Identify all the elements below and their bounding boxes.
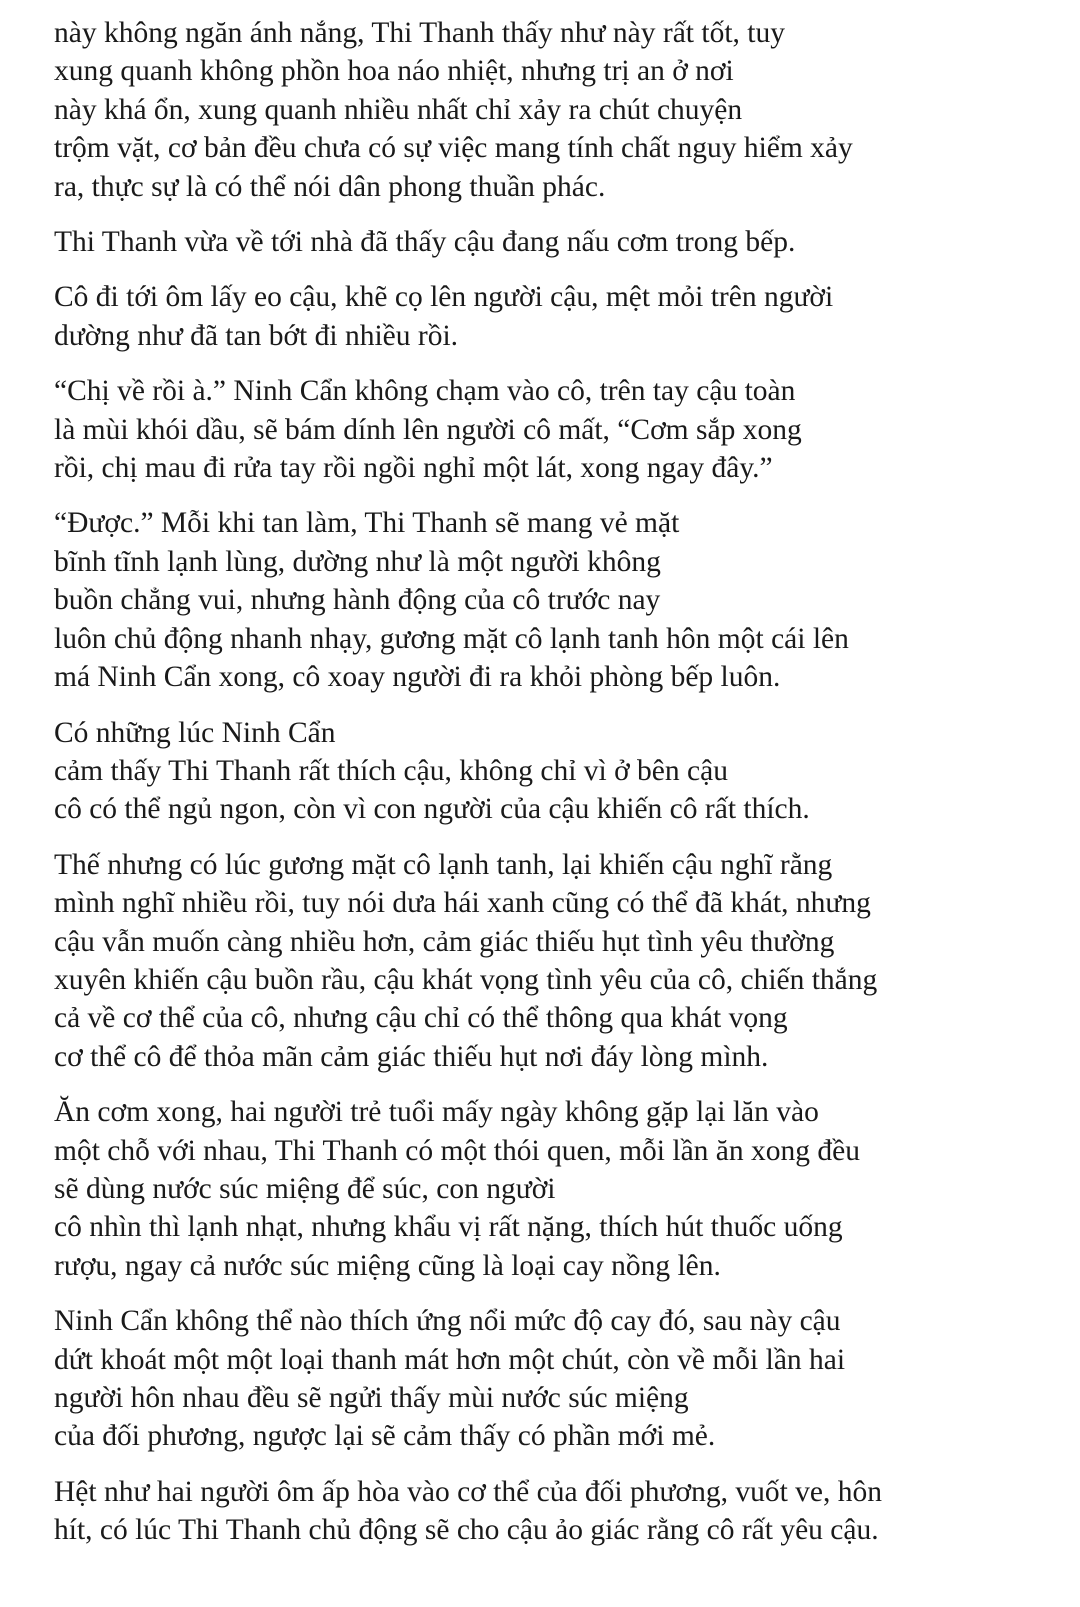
paragraph <box>54 278 1060 355</box>
text-line: hít, có lúc Thi Thanh chủ động sẽ cho cậu ảo giác rằng cô rất yêu cậu. <box>54 1514 879 1547</box>
document-body <box>54 14 1060 1550</box>
paragraph <box>54 372 1060 487</box>
text-line: cậu vẫn muốn càng nhiều hơn, cảm giác thiếu hụt tình yêu thường <box>54 925 835 958</box>
text-line: xuyên khiến cậu buồn rầu, cậu khát vọng tình yêu của cô, chiến thắng <box>54 963 878 996</box>
text-line: dường như đã tan bớt đi nhiều rồi. <box>54 319 459 352</box>
paragraph <box>54 504 1060 696</box>
text-line: cô có thể ngủ ngon, còn vì con người của cậu khiến cô rất thích. <box>54 793 810 826</box>
text-line: trộm vặt, cơ bản đều chưa có sự việc mang tính chất nguy hiểm xảy <box>54 132 853 165</box>
text-line: “Chị về rồi à.” Ninh Cẩn không chạm vào cô, trên tay cậu toàn <box>54 375 796 408</box>
text-line: cơ thể cô để thỏa mãn cảm giác thiếu hụt nơi đáy lòng mình. <box>54 1040 769 1073</box>
text-line: Thế nhưng có lúc gương mặt cô lạnh tanh, lại khiến cậu nghĩ rằng <box>54 848 833 881</box>
text-line: Cô đi tới ôm lấy eo cậu, khẽ cọ lên người cậu, mệt mỏi trên người <box>54 281 834 314</box>
paragraph <box>54 1473 1060 1550</box>
text-line: Ninh Cẩn không thể nào thích ứng nổi mức độ cay đó, sau này cậu <box>54 1305 841 1338</box>
text-line: của đối phương, ngược lại sẽ cảm thấy có phần mới mẻ. <box>54 1420 716 1453</box>
text-line: này khá ổn, xung quanh nhiều nhất chỉ xảy ra chút chuyện <box>54 93 743 126</box>
text-line: xung quanh không phồn hoa náo nhiệt, nhưng trị an ở nơi <box>54 55 734 88</box>
text-line: mình nghĩ nhiều rồi, tuy nói dưa hái xanh cũng có thể đã khát, nhưng <box>54 887 871 920</box>
text-line: rượu, ngay cả nước súc miệng cũng là loại cay nồng lên. <box>54 1249 721 1282</box>
paragraph <box>54 1302 1060 1456</box>
text-line: Có những lúc Ninh Cẩn <box>54 716 336 749</box>
text-line: bĩnh tĩnh lạnh lùng, dường như là một người không <box>54 545 661 578</box>
text-line: người hôn nhau đều sẽ ngửi thấy mùi nước súc miệng <box>54 1382 689 1414</box>
text-line: ra, thực sự là có thể nói dân phong thuần phác. <box>54 170 606 203</box>
text-line: cô nhìn thì lạnh nhạt, nhưng khẩu vị rất nặng, thích hút thuốc uống <box>54 1211 843 1244</box>
text-line: dứt khoát một một loại thanh mát hơn một chút, còn về mỗi lần hai <box>54 1343 846 1376</box>
text-line: buồn chẳng vui, nhưng hành động của cô trước nay <box>54 584 661 617</box>
text-line: cả về cơ thể của cô, nhưng cậu chỉ có thể thông qua khát vọng <box>54 1002 788 1035</box>
text-line: Hệt như hai người ôm ấp hòa vào cơ thể của đối phương, vuốt ve, hôn <box>54 1475 883 1508</box>
text-line: sẽ dùng nước súc miệng để súc, con người <box>54 1172 556 1205</box>
paragraph <box>54 846 1060 1076</box>
text-line: má Ninh Cẩn xong, cô xoay người đi ra khỏi phòng bếp luôn. <box>54 661 781 694</box>
paragraph <box>54 223 1060 261</box>
text-line: “Được.” Mỗi khi tan làm, Thi Thanh sẽ mang vẻ mặt <box>54 507 680 540</box>
paragraph <box>54 1093 1060 1285</box>
text-line: Thi Thanh vừa về tới nhà đã thấy cậu đang nấu cơm trong bếp. <box>54 226 796 259</box>
text-line: luôn chủ động nhanh nhạy, gương mặt cô lạnh tanh hôn một cái lên <box>54 622 849 655</box>
text-line: là mùi khói dầu, sẽ bám dính lên người cô mất, “Cơm sắp xong <box>54 413 802 446</box>
text-line: này không ngăn ánh nắng, Thi Thanh thấy như này rất tốt, tuy <box>54 17 785 49</box>
paragraph <box>54 714 1060 829</box>
text-line: rồi, chị mau đi rửa tay rồi ngồi nghỉ một lát, xong ngay đây.” <box>54 452 773 485</box>
text-line: Ăn cơm xong, hai người trẻ tuổi mấy ngày không gặp lại lăn vào <box>54 1096 819 1129</box>
paragraph <box>54 14 1060 206</box>
text-line: một chỗ với nhau, Thi Thanh có một thói quen, mỗi lần ăn xong đều <box>54 1134 860 1167</box>
text-line: cảm thấy Thi Thanh rất thích cậu, không chỉ vì ở bên cậu <box>54 754 728 787</box>
